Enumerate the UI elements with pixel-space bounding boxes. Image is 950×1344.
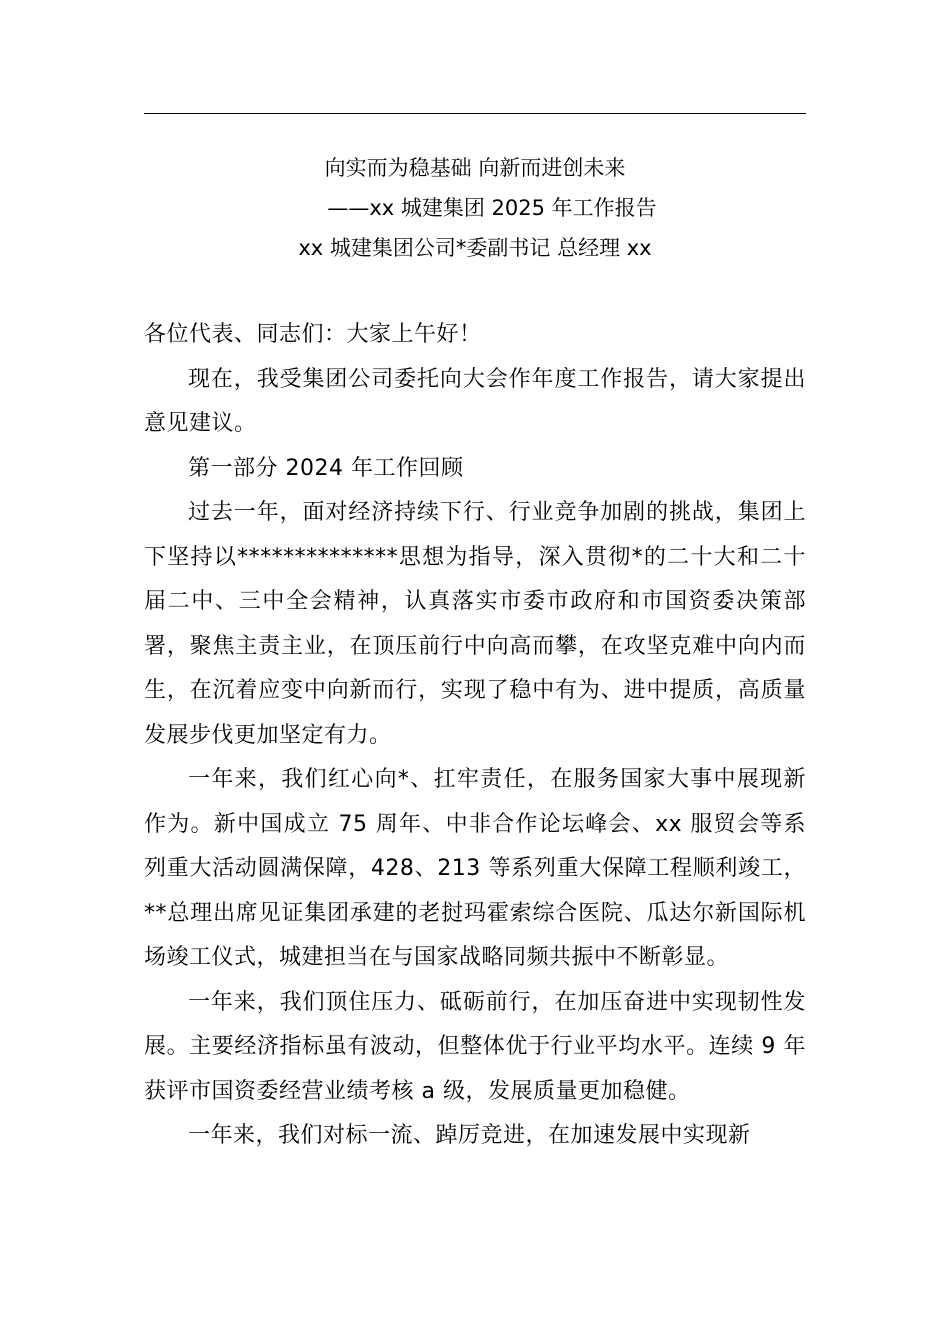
document-author: xx 城建集团公司*委副书记 总经理 xx (298, 236, 652, 260)
document-title: 向实而为稳基础 向新而进创未来 (324, 156, 626, 180)
paragraph-intro: 现在，我受集团公司委托向大会作年度工作报告，请大家提出意见建议。 (144, 366, 806, 436)
section-heading: 第一部分 2024 年工作回顾 (188, 455, 464, 481)
title-block (144, 148, 806, 268)
paragraph-resilient-growth: 一年来，我们顶住压力、砥砺前行，在加压奋进中实现韧性发展。主要经济指标虽有波动，但整体优于行业平均水平。连续 9 年获评市国资委经营业绩考核 a 级，发展质量更加稳健。 (144, 989, 806, 1104)
document-subtitle: ——xx 城建集团 2025 年工作报告 (327, 196, 657, 220)
header-rule (144, 113, 806, 114)
document-body (144, 313, 806, 1159)
paragraph-accelerated-development: 一年来，我们对标一流、踔厉竞进，在加速发展中实现新 (188, 1123, 751, 1148)
paragraph-national-service: 一年来，我们红心向*、扛牢责任，在服务国家大事中展现新作为。新中国成立 75 周年、中非合作论坛峰会、xx 服贸会等系列重大活动圆满保障，428、213 等系列重大保障工程顺利竣工，**总理出席见证集团承建的老挝玛霍索综合医院、瓜达尔新国际机场竣工仪式，城建担当在与国家战略同频共振中不断彰显。 (144, 767, 806, 970)
paragraph-overview: 过去一年，面对经济持续下行、行业竞争加剧的挑战，集团上下坚持以**************思想为指导，深入贯彻*的二十大和二十届二中、三中全会精神，认真落实市委市政府和市国资委决策部署，聚焦主责主业，在顶压前行中向高而攀，在攻坚克难中向内而生，在沉着应变中向新而行，实现了稳中有为、进中提质，高质量发展步伐更加坚定有力。 (144, 500, 806, 748)
greeting: 各位代表、同志们：大家上午好！ (144, 322, 482, 347)
